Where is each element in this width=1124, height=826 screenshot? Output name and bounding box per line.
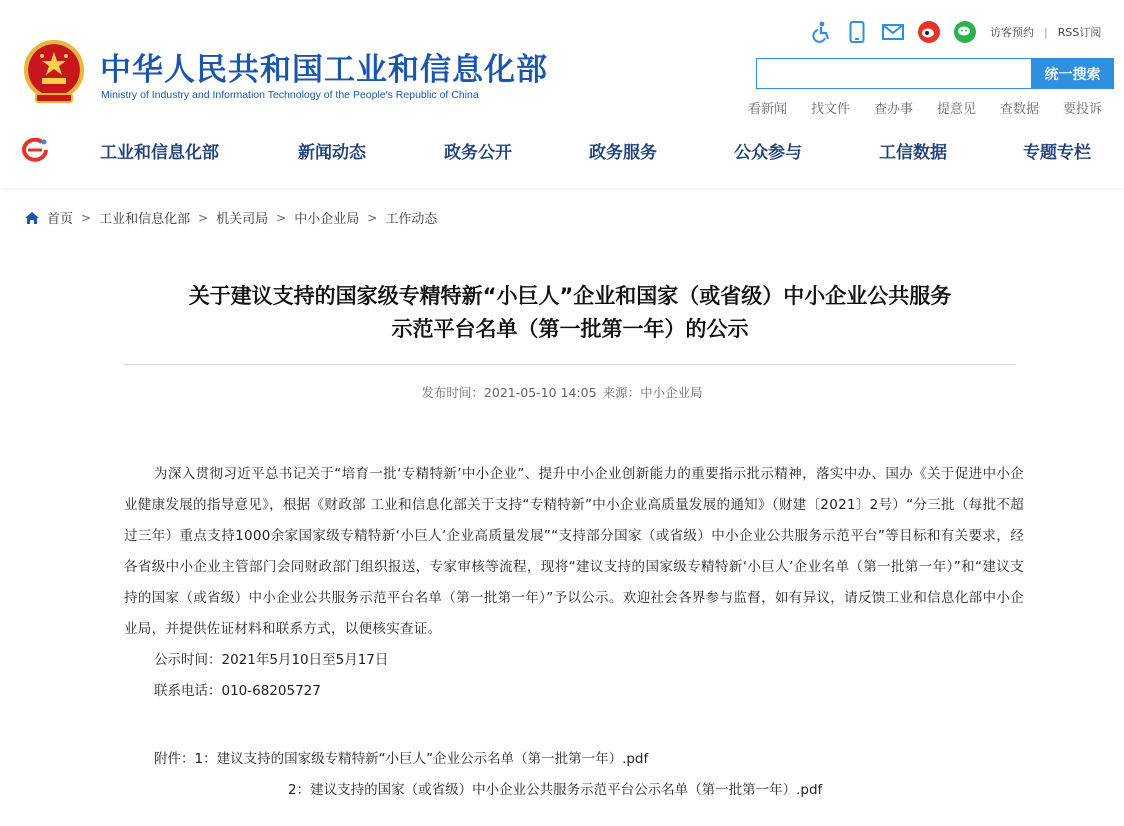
- divider: |: [1044, 26, 1048, 39]
- mail-icon[interactable]: [880, 19, 906, 45]
- quick-link-news[interactable]: 看新闻: [748, 102, 788, 117]
- quick-link-complaints[interactable]: 要投诉: [1063, 102, 1103, 117]
- accessibility-icon[interactable]: [808, 19, 834, 45]
- breadcrumb-departments[interactable]: 机关司局: [216, 212, 269, 227]
- quick-link-data[interactable]: 查数据: [1000, 102, 1040, 117]
- article-source: 来源：中小企业局: [602, 385, 703, 400]
- site-subtitle: Ministry of Industry and Information Technology of the People's Republic of China: [101, 89, 479, 101]
- miit-logo-icon[interactable]: [20, 138, 50, 162]
- national-emblem-icon: [22, 40, 86, 106]
- attachment-link-2[interactable]: 2：建议支持的国家（或省级）中小企业公共服务示范平台公示名单（第一批第一年）.pdf: [288, 782, 823, 798]
- nav-item-special-topics[interactable]: 专题专栏: [1023, 143, 1091, 163]
- article-body: [124, 459, 1024, 707]
- quick-link-suggestions[interactable]: 提意见: [937, 102, 977, 117]
- breadcrumb-home[interactable]: 首页: [47, 212, 74, 227]
- breadcrumb-miit[interactable]: 工业和信息化部: [99, 212, 191, 227]
- article-meta: [0, 383, 1124, 401]
- breadcrumb-separator: >: [367, 210, 378, 225]
- article-title-line-1: 关于建议支持的国家级专精特新“小巨人”企业和国家（或省级）中小企业公共服务: [188, 284, 952, 308]
- site-title: 中华人民共和国工业和信息化部: [100, 52, 548, 88]
- contact-phone: 联系电话：010-68205727: [154, 683, 321, 699]
- nav-item-public-participation[interactable]: 公众参与: [734, 143, 802, 163]
- mobile-icon[interactable]: [844, 19, 870, 45]
- home-icon[interactable]: [24, 211, 40, 225]
- search-input[interactable]: [756, 58, 1032, 89]
- article-title-line-2: 示范平台名单（第一批第一年）的公示: [391, 317, 749, 341]
- search-button[interactable]: 统一搜索: [1031, 58, 1114, 89]
- breadcrumb-sme-bureau[interactable]: 中小企业局: [294, 212, 360, 227]
- article-title: [120, 280, 1020, 346]
- accessibility-toolbar: [808, 18, 988, 46]
- nav-item-miit-data[interactable]: 工信数据: [879, 143, 947, 163]
- rss-link[interactable]: RSS订阅: [1057, 26, 1102, 39]
- breadcrumb: [24, 208, 437, 227]
- notice-period: 公示时间：2021年5月10日至5月17日: [154, 652, 389, 668]
- breadcrumb-separator: >: [198, 210, 209, 225]
- nav-item-government-services[interactable]: 政务服务: [589, 143, 657, 163]
- weibo-icon[interactable]: [916, 19, 942, 45]
- wechat-icon[interactable]: [952, 19, 978, 45]
- breadcrumb-separator: >: [276, 210, 287, 225]
- title-divider: [123, 364, 1016, 365]
- breadcrumb-separator: >: [81, 210, 92, 225]
- nav-item-government-affairs[interactable]: 政务公开: [444, 143, 512, 163]
- breadcrumb-work-news[interactable]: 工作动态: [385, 212, 438, 227]
- publish-time: 发布时间：2021-05-10 14:05: [421, 385, 597, 400]
- nav-item-miit[interactable]: 工业和信息化部: [100, 143, 219, 163]
- quick-link-services[interactable]: 查办事: [874, 102, 914, 117]
- top-links: [990, 24, 1101, 40]
- site-header: [0, 0, 1124, 188]
- visitor-appointment-link[interactable]: 访客预约: [990, 26, 1034, 39]
- attachment-link-1[interactable]: 附件：1：建议支持的国家级专精特新“小巨人”企业公示名单（第一批第一年）.pdf: [154, 751, 649, 767]
- article-paragraph: 为深入贯彻习近平总书记关于“培育一批‘专精特新’中小企业”、提升中小企业创新能力的重要指示批示精神，落实中办、国办《关于促进中小企业健康发展的指导意见》，根据《财政部 工业和信息化部关于支持“专精特新”中小企业高质量发展的通知》（财建〔2021〕2号）“分三批（每批不超过三年）重点支持1000余家国家级专精特新‘小巨人’企业高质量发展”“支持部分国家（或省级）中小企业公共服务示范平台”等目标和有关要求，经各省级中小企业主管部门会同财政部门组织报送，专家审核等流程，现将“建议支持的国家级专精特新‘小巨人’企业名单（第一批第一年）”和“建议支持的国家（或省级）中小企业公共服务示范平台名单（第一批第一年）”予以公示。欢迎社会各界参与监督，如有异议，请反馈工业和信息化部中小企业局，并提供佐证材料和联系方式，以便核实查证。: [124, 466, 1024, 637]
- nav-item-news[interactable]: 新闻动态: [298, 143, 366, 163]
- quick-link-documents[interactable]: 找文件: [811, 102, 851, 117]
- main-nav: [0, 128, 1124, 172]
- quick-links: [748, 98, 1124, 117]
